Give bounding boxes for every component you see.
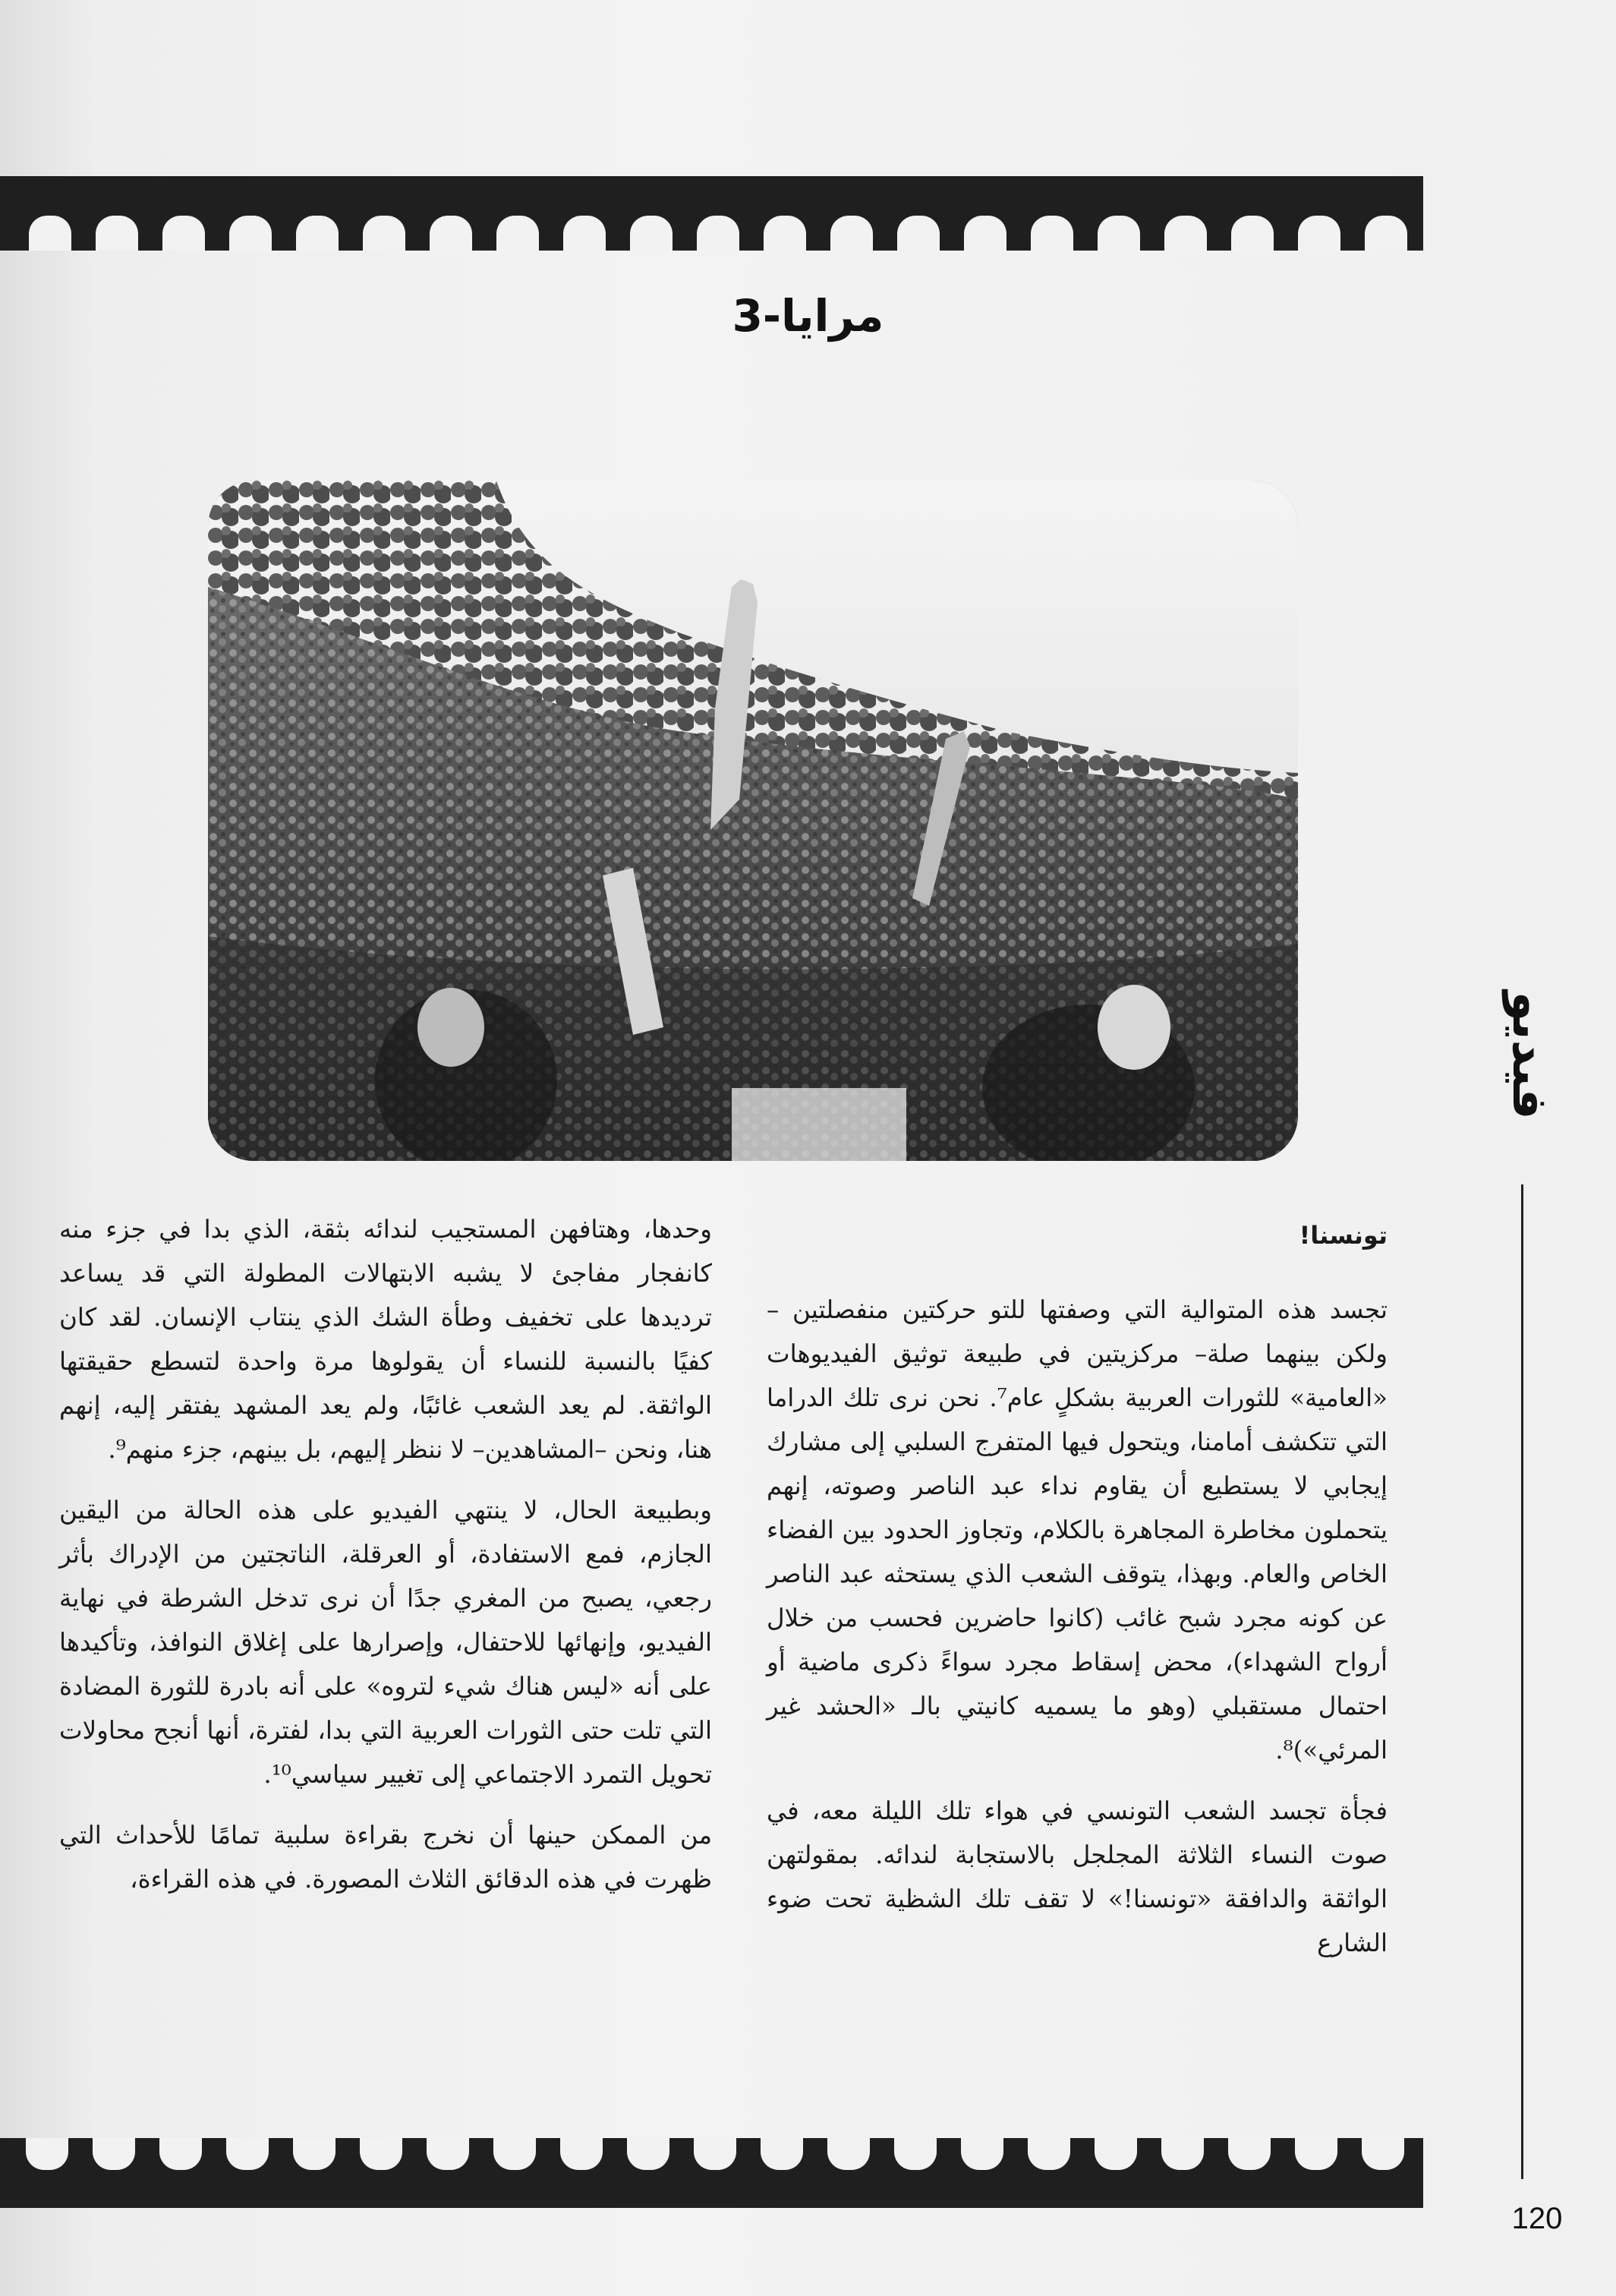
film-sprocket-hole — [29, 216, 71, 251]
film-sprocket-hole — [430, 216, 472, 251]
film-sprocket-hole — [964, 216, 1006, 251]
film-strip-bottom — [0, 2138, 1423, 2208]
film-sprocket-hole — [1231, 216, 1274, 251]
film-sprocket-hole — [159, 2138, 202, 2170]
film-sprocket-hole — [560, 2138, 603, 2170]
film-sprocket-hole — [93, 2138, 135, 2170]
film-sprocket-hole — [830, 216, 873, 251]
film-sprocket-hole — [897, 216, 940, 251]
paragraph: وبطبيعة الحال، لا ينتهي الفيديو على هذه الحالة من اليقين الجازم، فمع الاستفادة، أو العرقلة، الناتجتين من الإدراك بأثر رجعي، يصبح من المغري جدًا أن نرى تدخل الشرطة في نهاية الفيديو، وإنهائها للاحتفال، وإصرارها على إغلاق النوافذ، وتأكيدها على أنه «ليس هناك شيء لتروه» على أنه بادرة للثورة المضادة التي تلت حتى الثورات العربية التي بدا، لفترة، أنها أنجح محاولات تحويل التمرد الاجتماعي إلى تغيير سياسي¹⁰. — [59, 1496, 712, 1789]
film-sprocket-hole — [1031, 216, 1073, 251]
film-sprocket-hole — [894, 2138, 937, 2170]
film-sprocket-hole — [961, 2138, 1003, 2170]
paragraph: فجأة تجسد الشعب التونسي في هواء تلك الليلة معه، في صوت النساء الثلاثة المجلجل بالاستجابة لندائه. بمقولتهن الواثقة والدافقة «تونسنا!» لا تقف تلك الشظية تحت ضوء الشارع — [767, 1796, 1388, 1957]
film-strip-top — [0, 176, 1423, 251]
side-label-text: فيديو — [1501, 991, 1558, 1120]
film-sprocket-hole — [296, 216, 339, 251]
paragraph: تجسد هذه المتوالية التي وصفتها للتو حركتين منفصلتين –ولكن بينهما صلة– مركزيتين في طبيعة توثيق الفيديوهات «العامية» للثورات العربية بشكلٍ عام⁷. نحن نرى تلك الدراما التي تتكشف أمامنا، ويتحول فيها المتفرج السلبي إلى مشارك إيجابي لا يستطيع أن يقاوم نداء عبد الناصر وصوته، إنهم يتحملون مخاطرة المجاهرة بالكلام، وتجاوز الحدود بين الفضاء الخاص والعام. وبهذا، يتوقف الشعب الذي يستحثه عبد الناصر عن كونه مجرد شبح غائب (كانوا حاضرين فحسب من خلال أرواح الشهداء)، محض إسقاط مجرد سواءً ذكرى ماضية أو احتمال مستقبلي (وهو ما يسميه كانيتي بالـ «الحشد غير المرئي»)⁸. — [767, 1295, 1388, 1765]
film-sprocket-hole — [697, 216, 739, 251]
paragraph: وحدها، وهتافهن المستجيب لندائه بثقة، الذي بدا في جزء منه كانفجار مفاجئ لا يشبه الابتهالات المطولة التي قد يساعد ترديدها على تخفيف وطأة الشك الذي ينتاب الإنسان. لقد كان كفيًا بالنسبة للنساء أن يقولوها مرة واحدة لتسطع حقيقتها الواثقة. لم يعد الشعب غائبًا، ولم يعد المشهد يفتقر إليه، إنهم هنا، ونحن –المشاهدين– لا ننظر إليهم، بل بينهم، جزء منهم⁹. — [59, 1215, 712, 1464]
film-sprocket-hole — [1164, 216, 1207, 251]
film-sprocket-hole — [1161, 2138, 1204, 2170]
film-sprocket-hole — [226, 2138, 269, 2170]
film-sprocket-hole — [363, 216, 405, 251]
film-sprocket-hole — [563, 216, 606, 251]
film-sprocket-hole — [1095, 2138, 1137, 2170]
film-sprocket-hole — [229, 216, 272, 251]
side-label — [1473, 979, 1586, 1131]
text-column-left — [59, 1207, 712, 1901]
page-number: 120 — [1511, 2202, 1563, 2235]
subsection-heading: تونسنا! — [1299, 1221, 1388, 1250]
film-sprocket-hole — [627, 2138, 669, 2170]
film-sprocket-hole — [1362, 2138, 1404, 2170]
film-sprocket-hole — [1098, 216, 1140, 251]
film-sprocket-hole — [26, 2138, 68, 2170]
film-sprocket-hole — [360, 2138, 402, 2170]
film-sprocket-hole — [427, 2138, 469, 2170]
film-sprocket-hole — [496, 216, 539, 251]
film-sprocket-hole — [630, 216, 673, 251]
film-sprocket-hole — [1295, 2138, 1337, 2170]
crowd-photo — [208, 481, 1298, 1161]
section-title: مرايا-3 — [732, 290, 884, 342]
film-sprocket-hole — [694, 2138, 736, 2170]
side-divider — [1521, 1184, 1523, 2179]
text-column-right — [767, 1213, 1388, 1965]
film-sprocket-hole — [1028, 2138, 1070, 2170]
film-sprocket-hole — [1298, 216, 1340, 251]
film-sprocket-hole — [1228, 2138, 1271, 2170]
film-sprocket-hole — [96, 216, 138, 251]
crowd-photo-icon — [208, 481, 1298, 1161]
film-sprocket-hole — [293, 2138, 335, 2170]
film-sprocket-hole — [493, 2138, 536, 2170]
film-sprocket-hole — [761, 2138, 803, 2170]
film-sprocket-hole — [162, 216, 205, 251]
film-sprocket-hole — [827, 2138, 870, 2170]
film-sprocket-hole — [764, 216, 806, 251]
film-sprocket-hole — [1365, 216, 1407, 251]
paragraph: من الممكن حينها أن نخرج بقراءة سلبية تمامًا للأحداث التي ظهرت في هذه الدقائق الثلاث المصورة. في هذه القراءة، — [59, 1821, 712, 1894]
